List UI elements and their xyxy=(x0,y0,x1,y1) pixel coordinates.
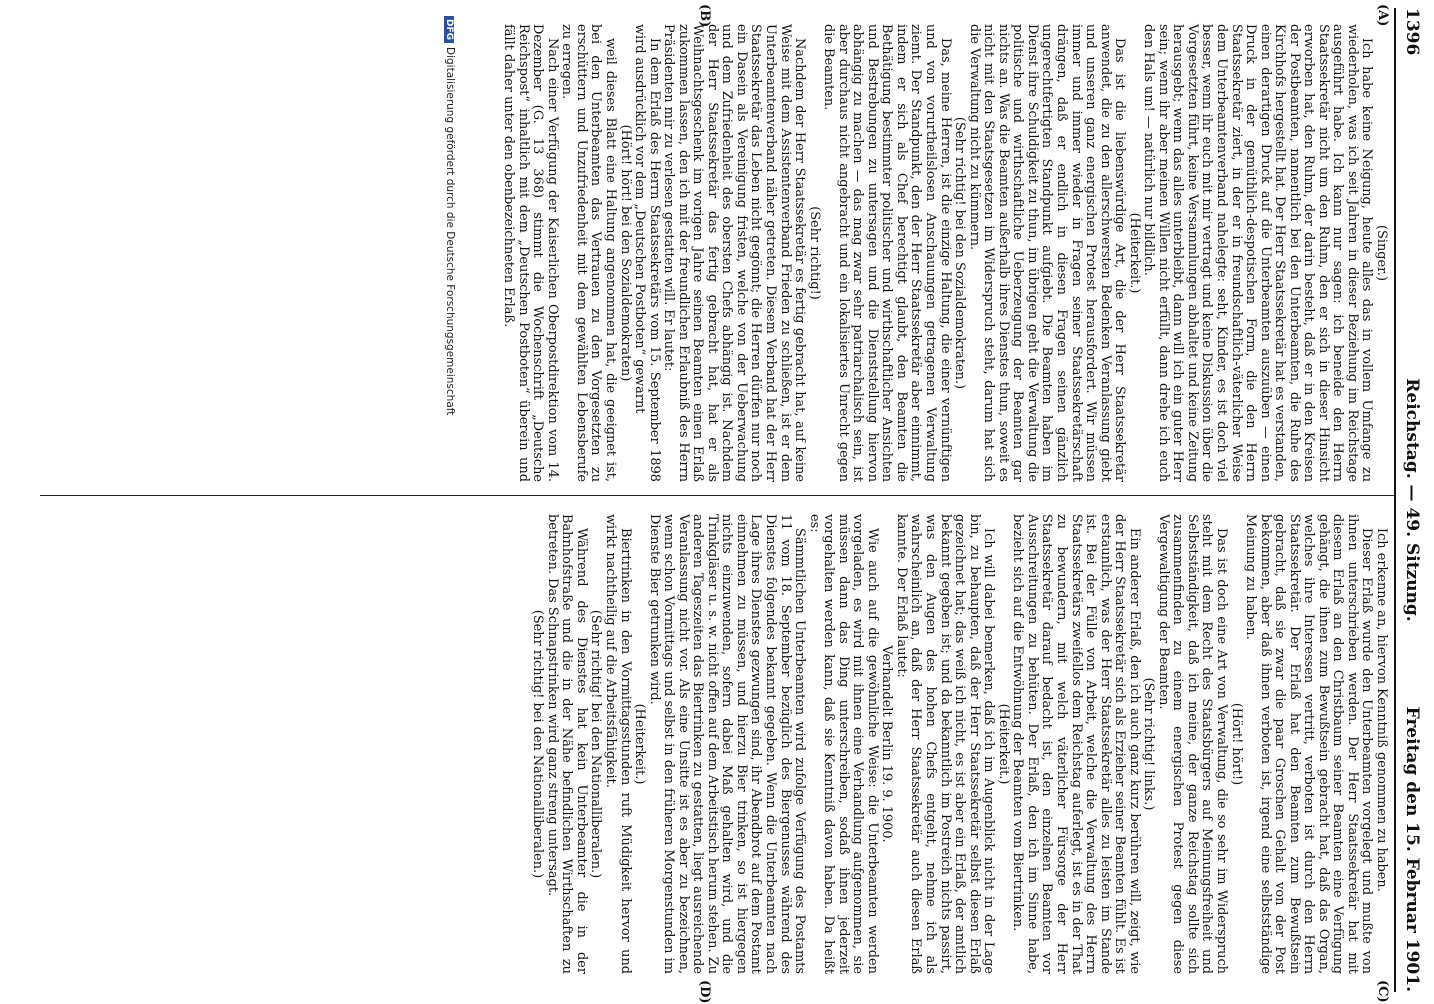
paragraph: Ich habe keine Neigung, heute alles das in vollem Umfange zu wiederholen, was ich seit Jahren in dieser Beziehung im Reichstage ausgeführt habe. Ich kann nur sagen: ich beneide den Herrn Staatssekretär nicht um den Ruhm, den er sich in dieser Hinsicht erworben hat, den Ruhm, der darin besteht, daß er in den Kreisen der Postbeamten, namentlich bei den Unterbeamten, die Ruhe des Kirchhofs hergestellt hat. Der Herr Staatssekretär hat es verstanden, einen derartigen Druck auf die Unterbeamten auszuüben — einen Druck in der gemüthlich-despotischen Form, die den Herrn Staatssekretär ziert, in der er in freundschaftlich-väterlicher Weise dem Unterbeamtenverband nahelegte: seht, Kinder, es ist doch viel besser, wenn ihr euch mit mir vertragt und keine Diskussion über die Vorgesetzten führt, keine Versammlungen abhaltet und keine Zeitung herausgebt; wenn das alles unterbleibt, dann will ich ein guter Herr sein; wenn ihr aber meinen Willen nicht erfüllt, dann drehe ich euch den Hals um! — natürlich nur bildlich. xyxy=(1141,24,1375,482)
interjection: (Hört! hört!) xyxy=(1228,702,1244,786)
page-number: 1396 xyxy=(1402,8,1422,56)
paragraph: Ein anderer Erlaß, den ich auch ganz kurz berühren will, zeigt, wie der Herr Staatssekretär sich als Erzieher seiner Beamten fühlt. Es ist erstaunlich, was der Herr Staatssekretär alles zu leisten im Stande ist. Bei der Fülle von Arbeit, welche die Verwaltung des Herrn Staatssekretärs zweifellos dem Reichstag auferlegt, ist es in der That zu bewundern, mit welch väterlicher Fürsorge der Herr Staatssekretär darauf bedacht ist, den einzelnen Beamten vor Ausschreitungen zu behüten. Der Erlaß, den ich im Sinne habe, bezieht sich auf die Entwöhnung der Beamten vom Biertrinken. xyxy=(1010,514,1142,974)
session-date: Freitag den 15. Februar 1901. xyxy=(1402,706,1422,992)
interjection: (Sehr richtig! bei den Sozialdemokraten.) xyxy=(952,116,968,390)
interjection: (Sehr richtig! links.) xyxy=(1141,677,1157,811)
interjection: (Sehr richtig! bei den Nationalliberalen.) xyxy=(588,609,604,879)
interjection: (Sehr richtig!) xyxy=(806,206,822,300)
decree-dateline: Verhandelt Berlin 19. 9. 1900. xyxy=(879,645,895,843)
footer-text: Digitalisierung gefördert durch die Deutsche Forschungsgemeinschaft xyxy=(444,47,456,416)
margin-letter-b: (B) xyxy=(697,4,712,28)
digitization-footer xyxy=(444,16,456,415)
margin-letter-d: (D) xyxy=(697,980,712,1004)
quoted-decree: In dem Erlaß des Herrn Staatssekretärs vom 15. September 1898 wird ausdrücklich vor dem „Deutschen Postboten“ gewarnt xyxy=(632,24,662,482)
column-divider xyxy=(40,495,1394,496)
margin-letter-a: (A) xyxy=(1375,4,1390,27)
paragraph: Das ist doch eine Art von Verwaltung, die so sehr im Widerspruch steht mit dem Recht des Staatsbürgers auf Meinungsfreiheit und Selbstständigkeit, daß ich meine, der ganze Reichstag sollte sich zusammenfinden zu einem energischen Protest gegen diese Vergewaltigung der Beamten. xyxy=(1155,514,1229,974)
interjection: (Heiterkeit.) xyxy=(995,703,1011,785)
paragraph: Das, meine Herren, ist die einzige Haltung, die einer vernünftigen und von vorurtheilslosen Anschauungen getragenen Verwaltung ziemt. Der Standpunkt, den der Herr Staatssekretär aber einnimmt, indem er sich als Chef berechtigt glaubt, den Beamten die Bethätigung bestimmter politischer und wirthschaftlicher Ansichten und Bestrebungen zu untersagen und die Dienststellung hiervon abhängig zu machen — das mag zwar sehr patriarchalisch sein, ist aber durchaus nicht angebracht und ein lokalisiertes Unrecht gegen die Beamten. xyxy=(821,24,953,482)
paragraph: Das ist die liebenswürdige Art, die der Herr Staatssekretär anwendet, die zu den allerschwersten Bedenken Veranlassung giebt und unseren ganz energischen Protest herausfordert. Wir müssen immer und immer wieder in Fragen seiner Staatssekretärschaft drängen, daß er endlich in diesen Fragen seinen gänzlich ungerechtfertigten Standpunkt aufgiebt. Die Beamten haben im Dienst ihre Schuldigkeit zu thun, im übrigen geht die Verwaltung die politische und wirthschaftliche Ueberzeugung der Beamten gar nichts an. Was die Beamten außerhalb ihres Dienstes thun, soweit es nicht mit den Staatsgesetzen im Widerspruch steht, darum hat sich die Verwaltung nicht zu kümmern. xyxy=(966,24,1128,482)
speaker-name: (Singer.) xyxy=(1374,224,1389,282)
paragraph: Dieser Erlaß wurde den Unterbeamten vorgelegt und mußte von ihnen unterschrieben werden. Der Herr Staatssekretär hat mit diesem Erlaß an den Christbaum seiner Beamten eine Verfügung gehängt, die ihnen zum Bewußtsein gebracht hat, daß das Organ, welches ihre Interessen vertritt, verboten ist durch den Herrn Staatssekretär. Der Erlaß hat den Beamten zum Bewußtsein gebracht, daß sie zwar die paar Groschen Gehalt von der Post bekommen, aber daß ihnen verboten ist, irgend eine selbstständige Meinung zu haben. xyxy=(1243,514,1375,974)
paragraph: Nachdem der Herr Staatssekretär es fertig gebracht hat, auf keine Weise mit dem Assistentenverband Frieden zu schließen, ist er dem Unterbeamtenverband näher getreten. Diesem Verband hat der Herr Staatssekretär das Leben nicht gegönnt; die Herren dürfen nur noch ein Dasein als Vereinigung fristen, welche von der Ueberwachung und dem Zufriedenheit des obersten Chefs abhängig ist. Nachdem der Herr Staatssekretär das fertig gebracht hat, hat er als Weihnachtsgeschenk im vorigen Jahre seinen Beamten einen Erlaß zukommen lassen, den ich mit der freundlichen Erlaubniß des Herrn Präsidenten mir zu verlesen gestatten will. Er lautet: xyxy=(661,24,808,482)
interjection: (Hört! hört! bei den Sozialdemokraten) xyxy=(617,124,633,382)
interjection: (Heiterkeit.) xyxy=(1126,212,1142,294)
quoted-decree: weil dieses Blatt eine Haltung angenommen hat, die geeignet ist, bei den Unterbeamten das Vertrauen zu den Vorgesetzten zu erschüttern und Unzufriedenheit mit dem gewählten Lebensberufe zu erregen. xyxy=(559,24,619,482)
dfg-logo: DFG xyxy=(444,16,454,43)
paragraph: Ich will dabei bemerken, daß ich im Augenblick nicht in der Lage bin, zu behaupten, daß der Herr Staatssekretär selbst diesen Erlaß gezeichnet hat; das weiß ich nicht, es ist aber ein Erlaß, der amtlich bekannt gegeben ist; und da bekanntlich im Postreich nichts passirt, was den Augen des hohen Chefs entgeht, nehme ich als wahrscheinlich an, daß der Herr Staatssekretär auch diesen Erlaß kannte. Der Erlaß lautet: xyxy=(893,514,997,974)
quoted-decree: Während des Dienstes hat kein Unterbeamter die in der Bahnhofstraße und die in der Nähe befindlichen Wirthschaften zu betreten. Das Schnapstrinken wird ganz streng untersagt. xyxy=(544,514,589,974)
margin-letter-c: (C) xyxy=(1375,980,1390,1003)
left-column xyxy=(501,24,1388,482)
paragraph: Ich erkenne an, hiervon Kenntniß genommen zu haben. xyxy=(1374,528,1389,892)
interjection: (Sehr richtig! bei den Nationalliberalen.) xyxy=(530,609,546,879)
quoted-decree: Biertrinken in den Vormittagsstunden ruft Müdigkeit hervor und wirkt nachtheilig auf die Arbeitsfähigkeit. xyxy=(603,514,633,974)
right-column xyxy=(530,514,1388,974)
interjection: (Heiterkeit.) xyxy=(632,703,648,785)
header-rule xyxy=(1394,8,1396,992)
paragraph: Wie auch auf die gewöhnliche Weise: die Unterbeamten werden vorgeladen, es wird mit ihnen eine Verhandlung aufgenommen, sie müssen dann das Ding unterschreiben, sodaß ihnen jederzeit vorgehalten werden kann, daß sie Kenntniß davon haben. Da heißt es: xyxy=(806,514,880,974)
quoted-decree: Nach einer Verfügung der Kaiserlichen Oberpostdirektion vom 14. Dezember (G. 13 368) stimmt die Wochenschrift „Deutsche Reichspost“ inhaltlich mit dem „Deutschen Postboten“ überein und fällt daher unter den obenbezeichneten Erlaß. xyxy=(501,24,560,482)
quoted-decree: Sämmtlichen Unterbeamten wird zufolge Verfügung des Postamts 11 vom 18. September bezüglich des Biergenusses während des Dienstes folgendes bekannt gegeben. Wenn die Unterbeamten nach Lage ihres Dienstes gezwungen sind, ihr Abendbrot auf dem Postamt einnehmen zu müssen, und hierzu Bier trinken, so ist hiergegen nichts einzuwenden, sofern dabei Maß gehalten wird, und die Trinkgläser u. s. w. nicht offen auf dem Arbeitstisch herum stehen. Zu anderen Tageszeiten das Biertrinken zu gestatten, liegt ausreichende Veranlassung nicht vor. Als eine Unsitte ist es aber zu bezeichnen, wenn schon Vormittags und selbst in den früheren Morgenstunden im Dienste Bier getrunken wird. xyxy=(646,514,808,974)
page-header xyxy=(1396,8,1422,992)
running-title: Reichstag. — 49. Sitzung. xyxy=(1402,378,1422,622)
